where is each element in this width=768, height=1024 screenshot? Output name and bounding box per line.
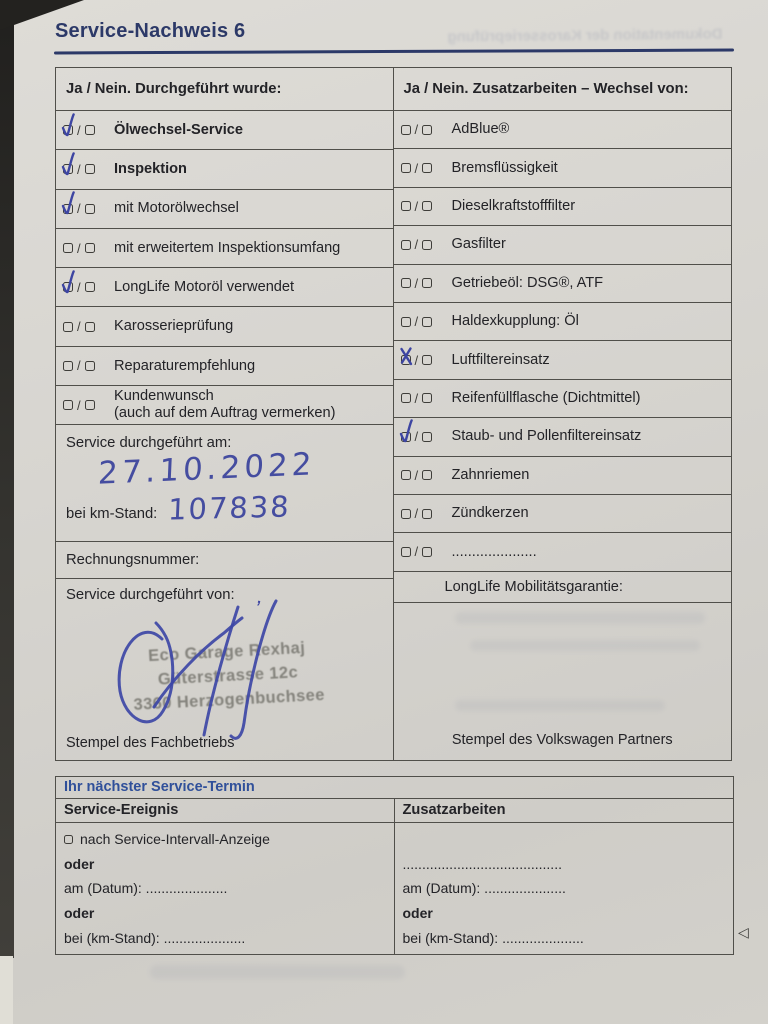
next-service-line: [64, 902, 386, 923]
km-label: bei km-Stand:: [66, 506, 158, 523]
next-service-line-text: bei (km-Stand): .....................: [402, 929, 584, 946]
next-service-line: [64, 829, 386, 850]
yes-no-checkboxes: [401, 199, 441, 214]
checkbox-slash: /: [414, 198, 419, 214]
service-item-row: [394, 418, 732, 456]
service-item-row: [394, 188, 732, 226]
yes-checkbox: [63, 400, 73, 410]
service-event-header: Service-Ereignis: [56, 799, 395, 821]
page-turn-arrow-icon: ◁: [738, 924, 749, 940]
title-underline: [54, 49, 734, 55]
no-checkbox: [422, 547, 432, 557]
service-item-label: Staub- und Pollenfiltereinsatz: [451, 428, 642, 445]
service-item-row: [394, 226, 732, 264]
service-item-row: [56, 268, 393, 307]
handwritten-check-icon: [59, 189, 79, 219]
checkbox-slash: /: [77, 201, 81, 217]
checkbox-slash: /: [414, 352, 419, 368]
next-service-line: [403, 927, 726, 948]
service-item-label: Ölwechsel-Service: [114, 121, 243, 138]
longlife-warranty-cell: [394, 572, 732, 603]
next-service-line: [403, 829, 726, 850]
yes-no-checkboxes: [401, 122, 441, 137]
no-checkbox: [422, 470, 432, 480]
handwritten-check-icon: [59, 111, 79, 141]
next-service-left-column: [56, 823, 395, 954]
yes-no-checkboxes: [401, 161, 441, 176]
yes-no-checkboxes: [63, 358, 103, 373]
handwritten-check-icon: [397, 417, 417, 447]
checkbox-slash: /: [77, 279, 81, 295]
yes-checkbox: [401, 240, 411, 250]
no-checkbox: [422, 393, 432, 403]
service-item-label: Getriebeöl: DSG®, ATF: [451, 274, 604, 291]
bleed-through-text: Dokumentation der Karosserieprüfung: [447, 25, 723, 46]
service-item-label: Dieselkraftstofffilter: [451, 198, 576, 215]
no-checkbox: [85, 164, 95, 174]
service-item-label: LongLife Motoröl verwendet: [114, 278, 295, 295]
left-column-header: Ja / Nein. Durchgeführt wurde:: [56, 68, 393, 111]
checkbox-slash: /: [77, 122, 81, 138]
next-service-line-text: oder: [64, 855, 95, 872]
service-item-row: [56, 150, 393, 189]
yes-no-checkboxes: [401, 544, 441, 559]
right-rows: [394, 111, 732, 572]
checkbox-slash: /: [77, 240, 81, 256]
longlife-warranty-label: LongLife Mobilitätsgarantie:: [444, 578, 623, 595]
checkbox-slash: /: [414, 275, 419, 291]
no-checkbox: [85, 243, 95, 253]
no-checkbox: [422, 432, 432, 442]
no-checkbox: [85, 361, 95, 371]
yes-no-checkboxes: [401, 506, 441, 521]
service-item-label: .....................: [451, 543, 537, 560]
invoice-number-cell: [56, 542, 393, 579]
no-checkbox: [85, 400, 95, 410]
yes-no-checkboxes: [63, 280, 103, 295]
checkbox-slash: /: [414, 506, 419, 522]
right-column-header: Ja / Nein. Zusatzarbeiten – Wechsel von:: [394, 68, 732, 111]
service-item-row: [56, 386, 393, 425]
handwritten-km-value: 107838: [167, 489, 292, 528]
service-item-label: Gasfilter: [451, 236, 506, 253]
service-item-row: [56, 347, 393, 386]
checkbox-slash: /: [414, 544, 419, 560]
service-item-row: [394, 149, 732, 187]
service-item-row: [56, 307, 393, 346]
handwritten-check-icon: [59, 268, 79, 298]
next-service-line: [64, 878, 386, 899]
left-rows: [56, 111, 393, 425]
yes-checkbox: [401, 125, 411, 135]
yes-checkbox: [401, 393, 411, 403]
bleed-through-smudge: [150, 965, 405, 979]
stamp-line: Eco Garage Rexhaj: [147, 639, 306, 666]
no-checkbox: [85, 204, 95, 214]
checkbox-slash: /: [414, 314, 419, 330]
yes-no-checkboxes: [401, 276, 441, 291]
yes-no-checkboxes: [63, 123, 103, 138]
next-service-line-text: bei (km-Stand): .....................: [64, 929, 246, 946]
yes-checkbox: [401, 278, 411, 288]
yes-checkbox: [401, 470, 411, 480]
yes-no-checkboxes: [401, 237, 441, 252]
handwritten-signature: [104, 595, 344, 755]
service-item-row: [394, 265, 732, 303]
performed-by-label: Service durchgeführt von:: [66, 587, 235, 604]
service-item-sublabel: (auch auf dem Auftrag vermerken): [114, 405, 336, 422]
service-item-label: mit erweitertem Inspektionsumfang: [114, 239, 341, 256]
service-item-label: Karosserieprüfung: [114, 318, 234, 335]
additional-work-header: Zusatzarbeiten: [402, 802, 506, 819]
yes-no-checkboxes: [63, 201, 103, 216]
checkbox-slash: /: [77, 397, 81, 413]
next-service-line-text: am (Datum): .....................: [402, 880, 566, 897]
no-checkbox: [422, 278, 432, 288]
checkbox-slash: /: [414, 390, 419, 406]
service-item-label: Kundenwunsch: [114, 388, 214, 405]
no-checkbox: [85, 322, 95, 332]
service-item-row: [56, 229, 393, 268]
next-service-right-column: [395, 823, 734, 954]
service-item-row: [394, 341, 732, 379]
service-item-row: [394, 380, 732, 418]
no-checkbox: [85, 125, 95, 135]
checkbox-slash: /: [77, 161, 81, 177]
next-service-line-text: oder: [402, 904, 433, 921]
checkbox-slash: /: [414, 160, 419, 176]
stamp-line: 3360 Herzogenbuchsee: [133, 686, 326, 715]
service-item-label: Inspektion: [114, 161, 187, 178]
next-service-line: [403, 878, 726, 899]
checkbox-slash: /: [77, 319, 81, 335]
page-under-edge: [0, 956, 13, 1024]
yes-checkbox: [401, 201, 411, 211]
yes-no-checkboxes: [401, 468, 441, 483]
handwritten-service-date: 27.10.2022: [97, 446, 317, 493]
no-checkbox: [422, 355, 432, 365]
yes-no-checkboxes: [401, 353, 441, 368]
service-date-cell: [56, 425, 393, 542]
next-service-headers: [56, 799, 733, 822]
yes-no-checkboxes: [401, 391, 441, 406]
service-item-label: Bremsflüssigkeit: [451, 159, 558, 176]
next-service-line-text: nach Service-Intervall-Anzeige: [80, 831, 270, 848]
service-item-label: Zündkerzen: [451, 505, 529, 522]
service-item-row: [394, 111, 732, 149]
pen-mark: ‚: [255, 583, 266, 609]
workshop-stamp-caption: Stempel des Fachbetriebs: [66, 735, 235, 751]
no-checkbox: [422, 509, 432, 519]
service-item-row: [394, 457, 732, 495]
next-service-line-text: oder: [64, 904, 95, 921]
service-item-row: [394, 533, 732, 571]
next-service-line-text: .........................................: [402, 855, 562, 872]
next-service-body: [56, 823, 733, 954]
invoice-number-label: Rechnungsnummer:: [66, 552, 200, 569]
yes-checkbox: [401, 547, 411, 557]
yes-no-checkboxes: [63, 398, 103, 413]
workshop-stamp-cell: [56, 579, 393, 760]
yes-no-checkboxes: [63, 162, 103, 177]
next-service-title: Ihr nächster Service-Termin: [56, 777, 733, 799]
handwritten-check-icon: [59, 150, 79, 180]
no-checkbox: [422, 201, 432, 211]
yes-checkbox: [401, 317, 411, 327]
next-service-line: [403, 853, 726, 874]
next-service-line-text: am (Datum): .....................: [64, 880, 228, 897]
no-checkbox: [422, 240, 432, 250]
stamp-line: Güterstrasse 12c: [157, 663, 299, 689]
no-checkbox: [422, 317, 432, 327]
service-item-label: Reifenfüllflasche (Dichtmittel): [451, 390, 641, 407]
service-item-label: Haldexkupplung: Öl: [451, 313, 579, 330]
service-item-row: [394, 303, 732, 341]
service-date-label: Service durchgeführt am:: [66, 435, 232, 452]
next-service-line: [64, 927, 386, 948]
next-service-line: [64, 853, 386, 874]
service-item-row: [56, 190, 393, 229]
no-checkbox: [422, 163, 432, 173]
yes-no-checkboxes: [401, 314, 441, 329]
checkbox-slash: /: [414, 429, 419, 445]
service-item-label: mit Motorölwechsel: [114, 200, 239, 217]
handwritten-check-icon: [397, 341, 417, 371]
page-title: Service-Nachweis 6: [55, 20, 246, 42]
additional-work-column: [394, 68, 732, 760]
no-checkbox: [422, 125, 432, 135]
service-record-table: [55, 67, 732, 761]
yes-no-checkboxes: [401, 429, 441, 444]
yes-checkbox: [63, 322, 73, 332]
service-item-label: Luftfiltereinsatz: [451, 351, 550, 368]
no-checkbox: [85, 282, 95, 292]
checkbox-slash: /: [77, 358, 81, 374]
photo-left-edge: [0, 0, 14, 958]
yes-no-checkboxes: [63, 319, 103, 334]
yes-checkbox: [63, 243, 73, 253]
option-checkbox: [64, 835, 73, 844]
next-service-line: [403, 902, 726, 923]
checkbox-slash: /: [414, 237, 419, 253]
yes-no-checkboxes: [63, 241, 103, 256]
yes-checkbox: [401, 163, 411, 173]
service-item-row: [56, 111, 393, 150]
checkbox-slash: /: [414, 122, 419, 138]
vw-partner-stamp-cell: [394, 603, 732, 760]
service-item-label: Zahnriemen: [451, 466, 530, 483]
yes-checkbox: [401, 509, 411, 519]
service-item-row: [394, 495, 732, 533]
checkbox-slash: /: [414, 467, 419, 483]
vw-partner-stamp-caption: Stempel des Volkswagen Partners: [451, 732, 673, 748]
yes-checkbox: [63, 361, 73, 371]
performed-work-column: [56, 68, 394, 760]
next-service-table: [55, 776, 734, 955]
service-item-label: AdBlue®: [451, 121, 510, 138]
service-item-label: Reparaturempfehlung: [114, 357, 256, 374]
